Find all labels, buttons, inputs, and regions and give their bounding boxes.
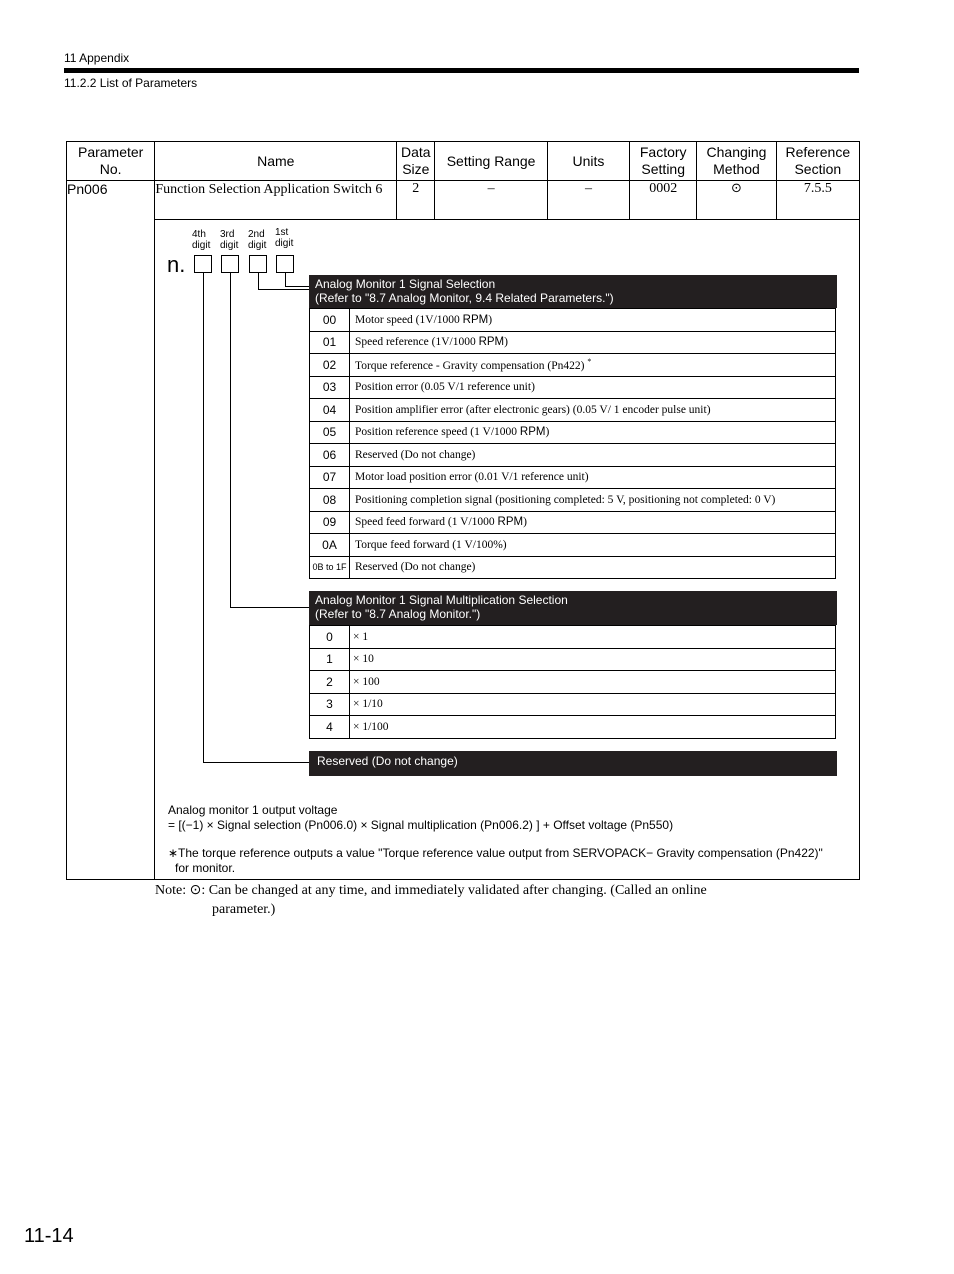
signal-desc: Position reference speed (1 V/1000 RPM) [350, 421, 836, 444]
mult-desc: × 10 [350, 648, 836, 671]
signal-desc: Position error (0.05 V/1 reference unit) [350, 376, 836, 399]
digit-box-3rd [221, 255, 239, 273]
signal-desc: Motor speed (1V/1000 RPM) [350, 309, 836, 332]
changing-method-cell: ⊙ [697, 181, 776, 220]
chapter-heading: 11 Appendix [64, 51, 130, 65]
connector-4th-v [203, 273, 204, 762]
digit-label-4th: 4th digit [192, 229, 211, 251]
signal-selection-table [309, 308, 836, 579]
setting-range-cell: – [435, 181, 547, 220]
connector-3rd-v [230, 273, 231, 607]
col-header-name: Name [155, 142, 397, 181]
factory-setting-cell: 0002 [630, 181, 697, 220]
multiplication-reference: (Refer to "8.7 Analog Monitor.") [315, 607, 481, 621]
signal-desc: Reserved (Do not change) [350, 556, 836, 579]
digit-label-1st: 1st digit [275, 227, 294, 249]
signal-code: 06 [310, 444, 350, 467]
signal-code: 05 [310, 421, 350, 444]
page-number: 11-14 [24, 1225, 74, 1247]
col-header-changing-method: Changing Method [697, 142, 776, 181]
signal-desc: Position amplifier error (after electronic gears) (0.05 V/ 1 encoder pulse unit) [350, 399, 836, 422]
reference-section-cell: 7.5.5 [776, 181, 859, 220]
digit-box-1st [276, 255, 294, 273]
signal-desc: Speed feed forward (1 V/1000 RPM) [350, 511, 836, 534]
mult-code: 3 [310, 693, 350, 716]
col-header-units: Units [547, 142, 629, 181]
connector-2nd-h [258, 289, 309, 290]
changing-method-note [155, 881, 707, 919]
multiplication-title: Analog Monitor 1 Signal Multiplication Selection [315, 593, 568, 607]
signal-desc: Reserved (Do not change) [350, 444, 836, 467]
digit-label-3rd: 3rd digit [220, 229, 239, 251]
multiplication-table [309, 625, 836, 739]
digit-box-4th [194, 255, 212, 273]
col-header-param-no: Parameter No. [67, 142, 155, 181]
signal-selection-reference: (Refer to "8.7 Analog Monitor, 9.4 Related Parameters.") [315, 291, 614, 305]
signal-code: 00 [310, 309, 350, 332]
connector-1st-v [285, 273, 286, 286]
digit-prefix: n. [167, 252, 186, 277]
digit-box-2nd [249, 255, 267, 273]
mult-desc: × 1 [350, 626, 836, 649]
asterisk-note-line-1: ∗The torque reference outputs a value "Torque reference value output from SERVOPACK− Gravity compensation (Pn422)" [168, 846, 823, 860]
signal-code: 0B to 1F [310, 556, 350, 579]
units-cell: – [547, 181, 629, 220]
col-header-data-size: Data Size [397, 142, 435, 181]
signal-code: 08 [310, 489, 350, 512]
signal-desc: Torque reference - Gravity compensation (Pn422) * [350, 354, 836, 377]
footer-note-line-2: parameter.) [212, 902, 276, 917]
digit-label-2nd: 2nd digit [248, 229, 267, 251]
col-header-setting-range: Setting Range [435, 142, 547, 181]
connector-4th-h [203, 762, 309, 763]
section-heading: 11.2.2 List of Parameters [64, 76, 198, 90]
param-name-cell: Function Selection Application Switch 6 [155, 181, 397, 220]
mult-code: 0 [310, 626, 350, 649]
signal-desc: Motor load position error (0.01 V/1 reference unit) [350, 466, 836, 489]
formula-line-1: Analog monitor 1 output voltage [168, 803, 338, 817]
output-voltage-formula [168, 803, 673, 833]
signal-selection-title: Analog Monitor 1 Signal Selection [315, 277, 496, 291]
reserved-bar: Reserved (Do not change) [309, 751, 837, 776]
mult-code: 1 [310, 648, 350, 671]
signal-code: 02 [310, 354, 350, 377]
col-header-factory-setting: Factory Setting [630, 142, 697, 181]
mult-code: 2 [310, 671, 350, 694]
mult-desc: × 100 [350, 671, 836, 694]
multiplication-header [309, 591, 837, 625]
mult-desc: × 1/100 [350, 716, 836, 739]
signal-code: 09 [310, 511, 350, 534]
signal-desc: Speed reference (1V/1000 RPM) [350, 331, 836, 354]
signal-code: 07 [310, 466, 350, 489]
mult-desc: × 1/10 [350, 693, 836, 716]
footer-note-line-1: Note: ⊙: Can be changed at any time, and immediately validated after changing. (Called an online [155, 883, 707, 898]
mult-code: 4 [310, 716, 350, 739]
signal-code: 04 [310, 399, 350, 422]
signal-desc: Torque feed forward (1 V/100%) [350, 534, 836, 557]
signal-code: 03 [310, 376, 350, 399]
header-rule [64, 68, 859, 73]
col-header-reference-section: Reference Section [776, 142, 859, 181]
asterisk-note [168, 846, 823, 876]
connector-1st-h [285, 286, 309, 287]
connector-2nd-v1 [258, 273, 259, 289]
signal-code: 0A [310, 534, 350, 557]
signal-selection-header [309, 275, 837, 308]
data-size-cell: 2 [397, 181, 435, 220]
param-number-cell: Pn006 [67, 181, 155, 880]
formula-line-2: = [(−1) × Signal selection (Pn006.0) × Signal multiplication (Pn006.2) ] + Offset voltage (Pn550) [168, 818, 674, 832]
signal-desc: Positioning completion signal (positioning completed: 5 V, positioning not completed: 0 V) [350, 489, 836, 512]
asterisk-note-line-2: for monitor. [175, 861, 236, 875]
connector-3rd-h [230, 607, 309, 608]
signal-code: 01 [310, 331, 350, 354]
